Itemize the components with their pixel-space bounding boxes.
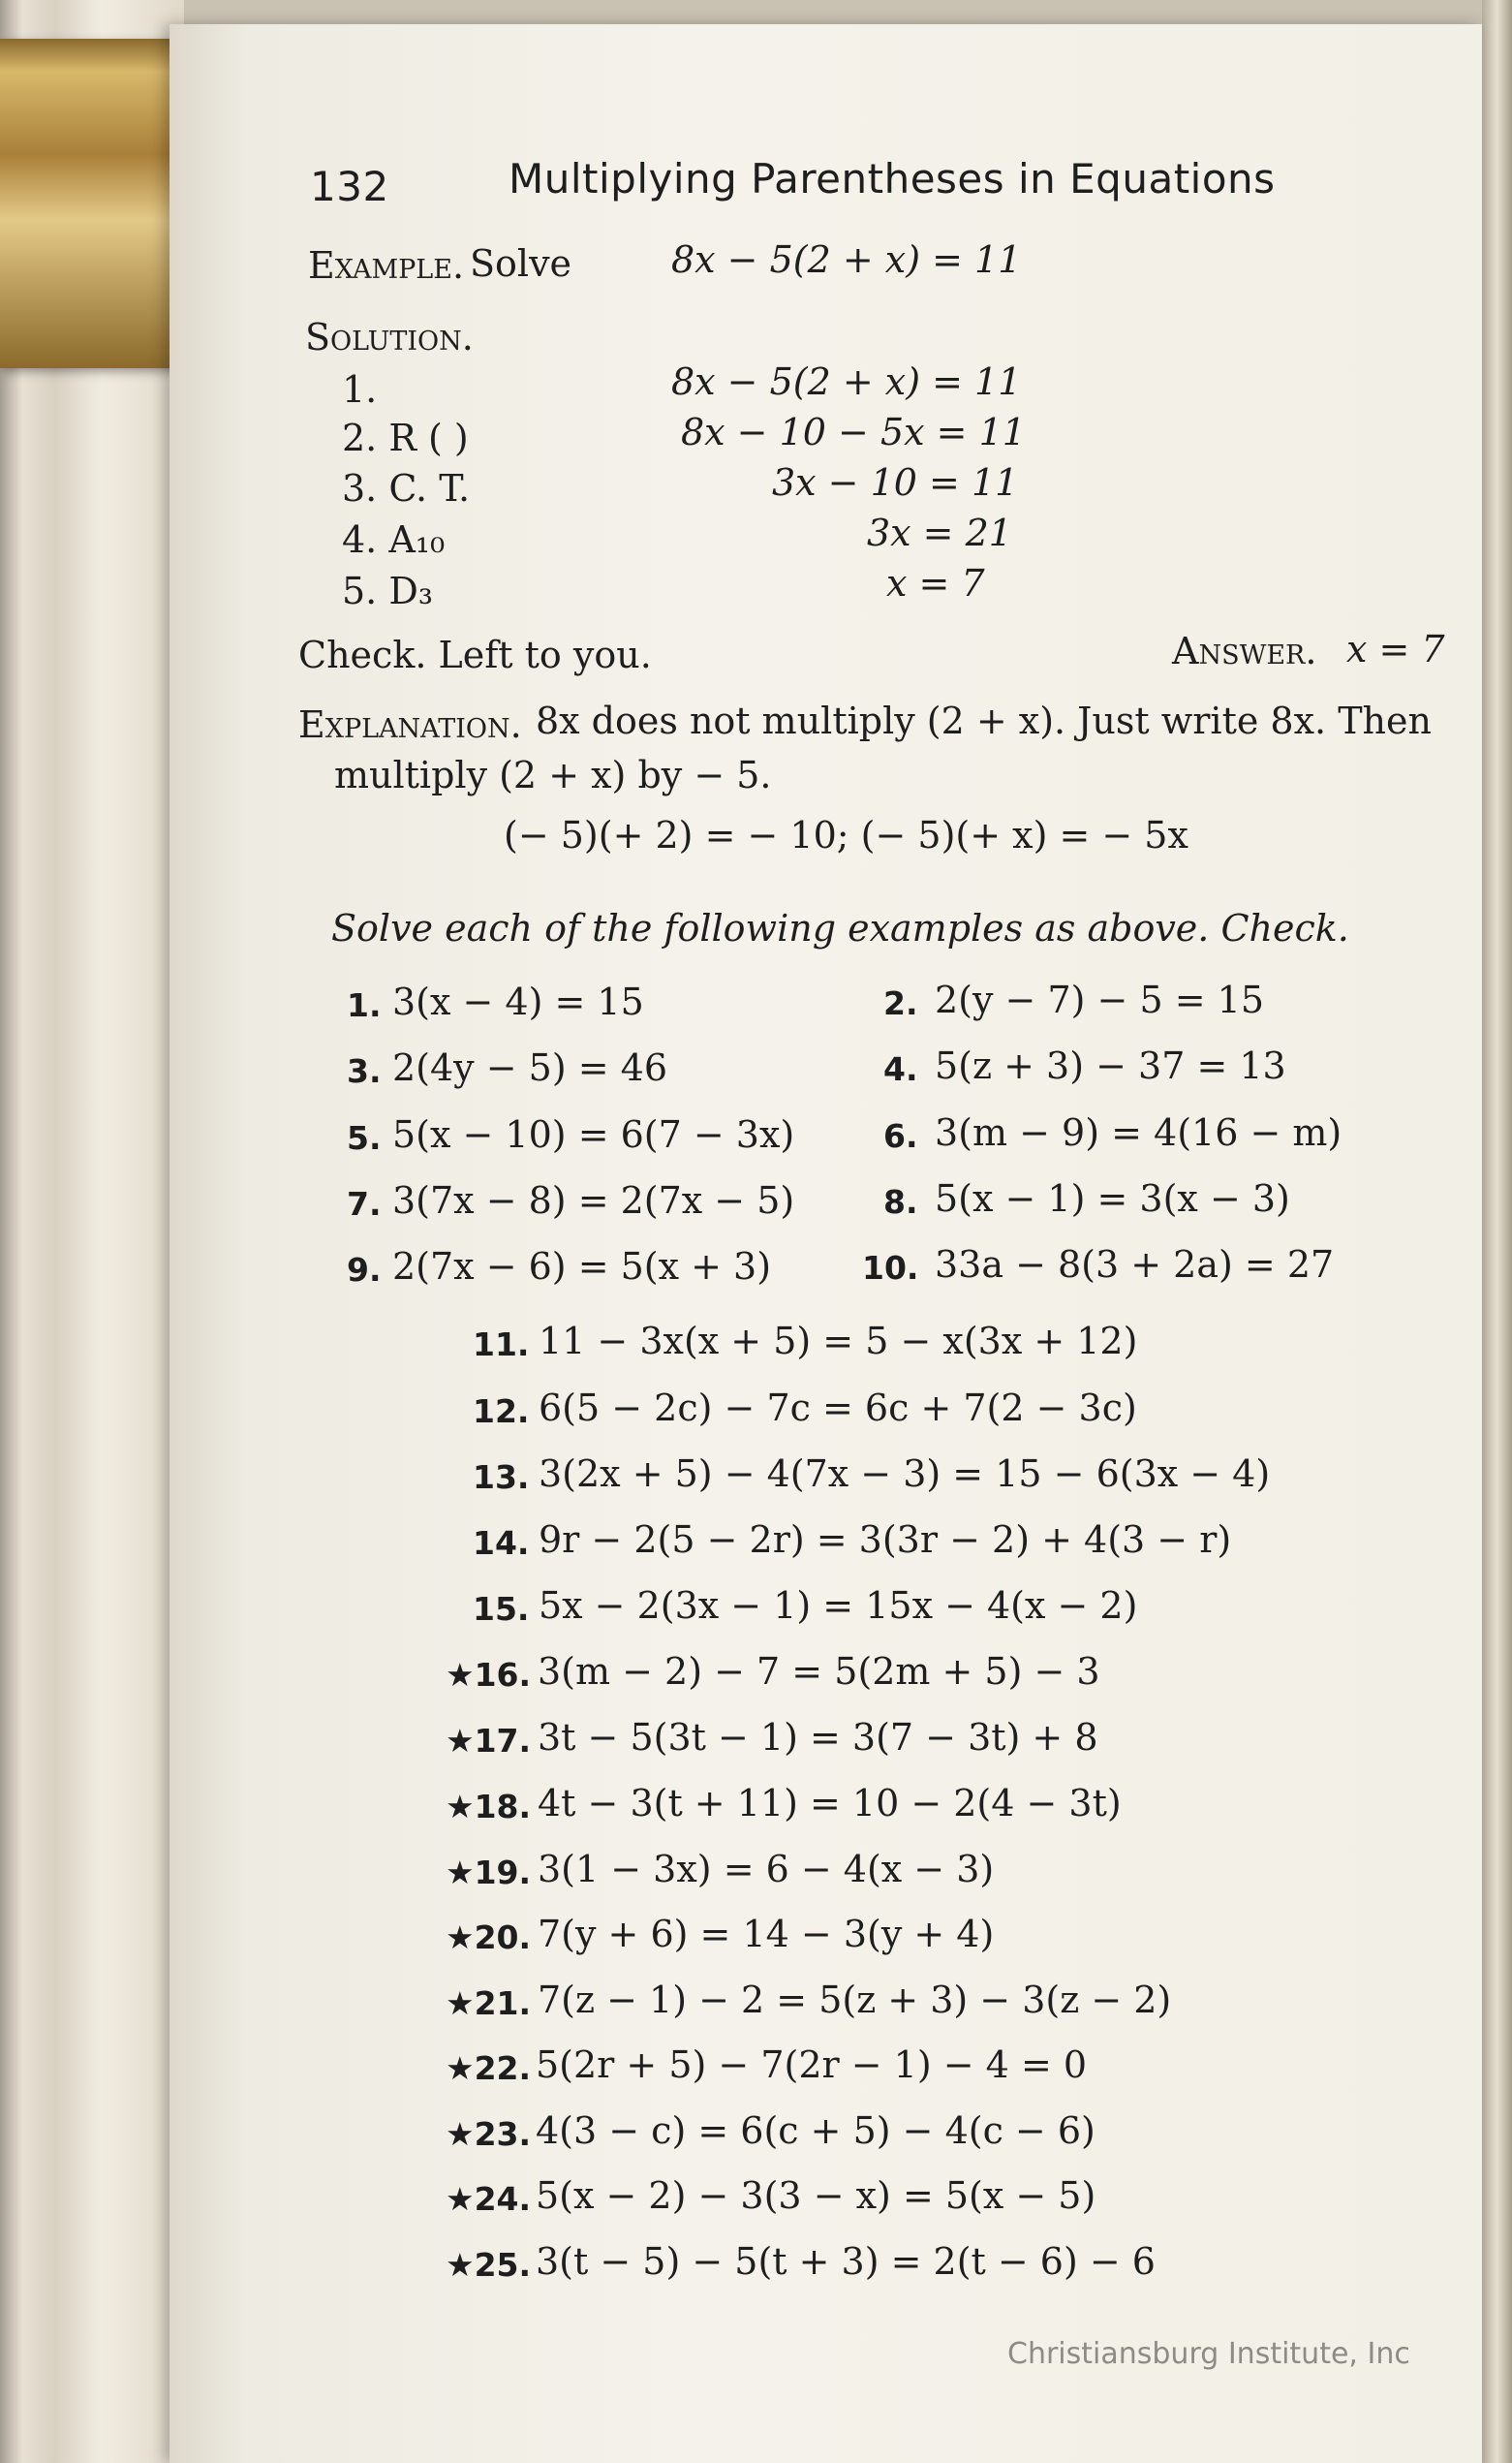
exercise-number: ★18. xyxy=(446,1788,532,1825)
exercise-equation: 6(5 − 2c) − 7c = 6c + 7(2 − 3c) xyxy=(539,1387,1137,1429)
exercise-number: 4. xyxy=(883,1050,918,1088)
exercise-equation: 2(y − 7) − 5 = 15 xyxy=(935,979,1264,1021)
exercise-equation: 3(m − 2) − 7 = 5(2m + 5) − 3 xyxy=(538,1650,1100,1693)
exercise-equation: 3(1 − 3x) = 6 − 4(x − 3) xyxy=(538,1848,995,1890)
solution-step-label: 5. D₃ xyxy=(342,570,434,612)
exercise-number: 6. xyxy=(883,1117,918,1155)
example-label: Example. xyxy=(308,244,465,287)
answer-label: Answer. xyxy=(1172,630,1317,672)
solution-step-equation: 8x − 5(2 + x) = 11 xyxy=(671,360,1022,403)
page-title: Multiplying Parentheses in Equations xyxy=(509,155,1276,203)
exercise-equation: 4(3 − c) = 6(c + 5) − 4(c − 6) xyxy=(536,2109,1095,2152)
book-left-pages xyxy=(0,0,184,2463)
example-equation: 8x − 5(2 + x) = 11 xyxy=(671,238,1022,281)
solution-label: Solution. xyxy=(305,316,474,359)
exercise-number: ★16. xyxy=(446,1656,532,1694)
exercise-number: 1. xyxy=(347,986,382,1024)
explanation-formula: (− 5)(+ 2) = − 10; (− 5)(+ x) = − 5x xyxy=(504,814,1188,857)
exercise-number: 10. xyxy=(862,1249,919,1287)
solution-step-label: 4. A₁₀ xyxy=(342,518,446,561)
solution-step-equation: x = 7 xyxy=(886,562,985,605)
exercise-number: 3. xyxy=(347,1052,382,1090)
exercise-number: ★25. xyxy=(446,2246,532,2284)
exercise-equation: 3(2x + 5) − 4(7x − 3) = 15 − 6(3x − 4) xyxy=(539,1452,1271,1495)
answer-value: x = 7 xyxy=(1346,628,1445,670)
exercise-number: 7. xyxy=(347,1185,382,1223)
solution-step-equation: 3x − 10 = 11 xyxy=(772,461,1019,504)
exercise-number: 15. xyxy=(473,1590,530,1628)
solution-step-equation: 3x = 21 xyxy=(867,512,1012,554)
exercise-number: 12. xyxy=(473,1392,530,1430)
solution-step-label: 1. xyxy=(342,368,378,411)
exercise-number: ★23. xyxy=(446,2115,532,2153)
exercise-number: 11. xyxy=(473,1325,530,1363)
exercise-equation: 3(m − 9) = 4(16 − m) xyxy=(935,1111,1342,1154)
explanation-line-2: multiply (2 + x) by − 5. xyxy=(334,754,772,796)
exercise-equation: 5x − 2(3x − 1) = 15x − 4(x − 2) xyxy=(539,1584,1138,1627)
exercise-equation: 7(z − 1) − 2 = 5(z + 3) − 3(z − 2) xyxy=(538,1979,1172,2021)
exercise-number: 9. xyxy=(347,1251,382,1289)
exercise-number: 14. xyxy=(473,1524,530,1562)
page-number: 132 xyxy=(310,163,389,210)
exercise-equation: 5(x − 2) − 3(3 − x) = 5(x − 5) xyxy=(536,2174,1096,2217)
exercise-number: ★17. xyxy=(446,1722,532,1760)
exercise-equation: 7(y + 6) = 14 − 3(y + 4) xyxy=(538,1913,995,1955)
exercise-equation: 3(7x − 8) = 2(7x − 5) xyxy=(392,1179,795,1222)
solution-step-label: 3. C. T. xyxy=(342,467,471,510)
exercise-equation: 5(x − 10) = 6(7 − 3x) xyxy=(392,1113,795,1156)
exercise-number: 13. xyxy=(473,1458,530,1496)
exercise-instructions: Solve each of the following examples as above. Check. xyxy=(331,907,1349,950)
exercise-equation: 11 − 3x(x + 5) = 5 − x(3x + 12) xyxy=(539,1320,1138,1362)
solution-step-label: 2. R ( ) xyxy=(342,417,469,459)
explanation-line-1: 8x does not multiply (2 + x). Just write 8x. Then xyxy=(536,700,1432,742)
exercise-number: ★24. xyxy=(446,2180,532,2218)
exercise-equation: 3t − 5(3t − 1) = 3(7 − 3t) + 8 xyxy=(538,1716,1098,1759)
example-solve-word: Solve xyxy=(470,242,572,285)
exercise-number: 2. xyxy=(883,984,918,1022)
exercise-number: ★21. xyxy=(446,1984,532,2022)
check-text: Check. Left to you. xyxy=(298,634,652,676)
exercise-number: ★22. xyxy=(446,2049,532,2087)
exercise-equation: 5(z + 3) − 37 = 13 xyxy=(935,1044,1286,1087)
exercise-number: ★19. xyxy=(446,1854,532,1891)
exercise-number: ★20. xyxy=(446,1918,532,1956)
exercise-equation: 33a − 8(3 + 2a) = 27 xyxy=(935,1243,1335,1286)
watermark-text: Christiansburg Institute, Inc xyxy=(1007,2337,1410,2371)
exercise-equation: 3(t − 5) − 5(t + 3) = 2(t − 6) − 6 xyxy=(536,2240,1156,2283)
exercise-equation: 9r − 2(5 − 2r) = 3(3r − 2) + 4(3 − r) xyxy=(539,1518,1232,1561)
exercise-equation: 5(x − 1) = 3(x − 3) xyxy=(935,1177,1290,1220)
exercise-number: 8. xyxy=(883,1183,918,1221)
exercise-equation: 4t − 3(t + 11) = 10 − 2(4 − 3t) xyxy=(538,1782,1122,1824)
exercise-equation: 2(4y − 5) = 46 xyxy=(392,1046,667,1089)
exercise-equation: 3(x − 4) = 15 xyxy=(392,981,644,1023)
book-right-edge xyxy=(1482,0,1512,2463)
exercise-number: 5. xyxy=(347,1119,382,1157)
exercise-equation: 2(7x − 6) = 5(x + 3) xyxy=(392,1245,772,1288)
solution-step-equation: 8x − 10 − 5x = 11 xyxy=(681,411,1026,453)
explanation-label: Explanation. xyxy=(298,703,522,746)
exercise-equation: 5(2r + 5) − 7(2r − 1) − 4 = 0 xyxy=(536,2043,1088,2086)
